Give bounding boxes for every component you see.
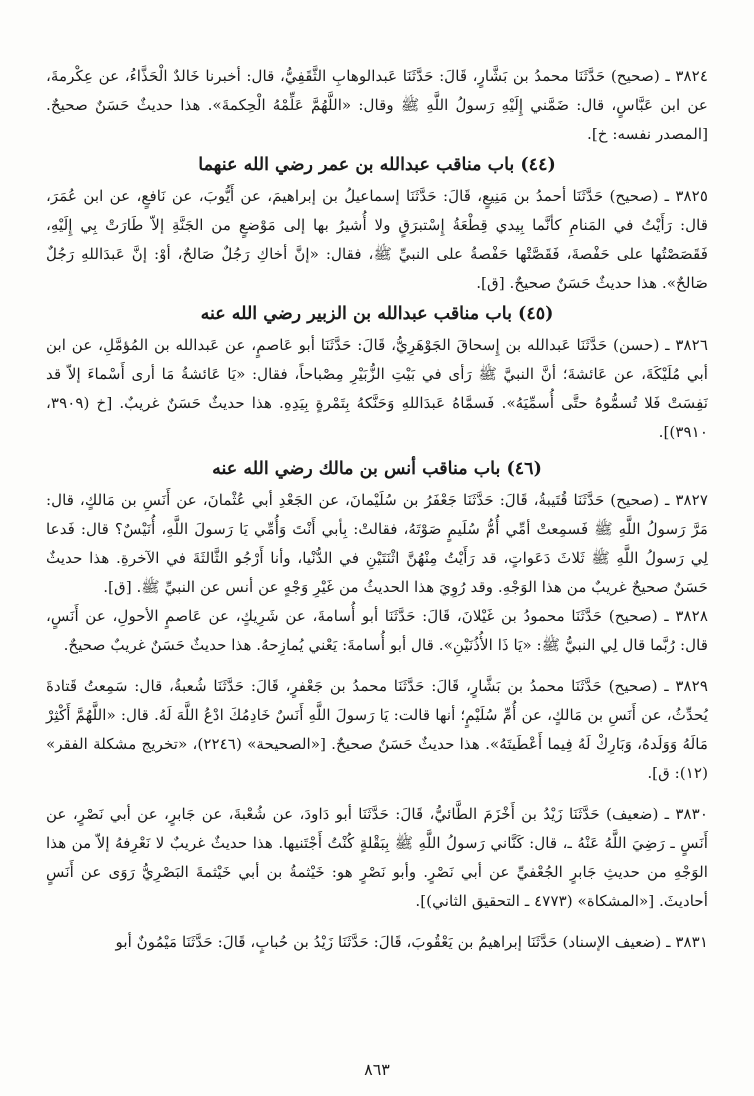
- hadith-paragraph: ٣٨٣٠ ـ (ضعيف) حَدَّثَنَا زَيْدُ بن أَخْزَمَ الطَّائيُّ، قَالَ: حَدَّثَنَا أبو دَاودَ، عن شُعْبةَ، عن جَابرٍ، عن أبي نَصْرٍ، عن أَنَسٍ ـ رَضِيَ اللَّهُ عَنْهُ ـ، قال: كَنَّاني رَسولُ اللَّهِ ﷺ بِبَقْلةٍ كُنْتُ أَجْتَنيها. هذا حديثٌ غريبٌ لا نَعْرِفهُ إلاّ من هذا الوَجْهِ من حديثِ جَابرٍ الجُعْفيِّ عن أبي نَصْرٍ. وأبو نَصْرٍ هو: خَيْثمةُ بن أبي خَيْثمةَ البَصْرِيُّ رَوَى عن أَنَسٍ أحاديثَ. [«المشكاة» (٤٧٧٣ ـ التحقيق الثاني)].: [46, 805, 708, 910]
- hadith-paragraph: ٣٨٢٥ ـ (صحيح) حَدَّثَنَا أحمدُ بن مَنِيعٍ، قَالَ: حَدَّثَنَا إسماعيلُ بن إبراهيمَ، عن أَيُّوبَ، عن نَافعٍ، عن ابن عُمَرَ، قال: رَأَيْتُ في المَنامِ كأنَّما بِيدي قِطْعَةُ إِسْتبرَقٍ ولا أُشيرُ بها إلى مَوْضعٍ من الجَنَّةِ إلاّ طَارَتْ بِي إِلَيْهِ، فَقَصَصْتُها على حَفْصةَ، فَقَصَّتْها حَفْصةُ على النبيِّ ﷺ، فقال: «إنَّ أخاكِ رَجُلٌ صَالحٌ، أوْ: إنَّ عَبدَاللهِ رَجُلٌ صَالحٌ». هذا حديثٌ حَسَنٌ صحيحٌ. [ق].: [46, 187, 708, 292]
- hadith-paragraph: ٣٨٢٩ ـ (صحيح) حَدَّثَنَا محمدُ بن بَشَّارٍ، قَالَ: حَدَّثَنَا محمدُ بن جَعْفرٍ، قَالَ: حَدَّثَنَا شُعبةُ، قال: سَمِعتُ قَتادةَ يُحدِّثُ، عن أَنَسِ بن مَالكٍ، عن أُمِّ سُلَيْمٍ؛ أنها قالت: يَا رَسولَ اللَّهِ أَنَسٌ خَادِمُكَ ادْعُ اللَّهَ لَهُ. قال: «اللَّهُمَّ أَكْثِرْ مَالَهُ وَوَلَدهُ، وَبَارِكْ لَهُ فِيما أَعْطَيتَهُ». هذا حديثٌ حَسَنٌ صحيحٌ. [«الصحيحة» (٢٢٤٦)، «تخريج مشكلة الفقر» (١٢): ق].: [46, 677, 708, 782]
- chapter-heading: (٤٤) باب مناقب عبدالله بن عمر رضي الله عنهما: [198, 155, 556, 175]
- paragraph-gap: [46, 660, 708, 672]
- hadith-paragraph: ٣٨٢٨ ـ (صحيح) حَدَّثَنَا محمودُ بن غَيْلانَ، قَالَ: حَدَّثَنَا أبو أُسامةَ، عن شَرِيكٍ، عن عَاصمٍ الأحولِ، عن أَنَسٍ، قال: رُبَّما قال لِي النبيُّ ﷺ: «يَا ذَا الأُذُنَيْنِ». قال أبو أُسامةَ: يَعْني يُمازِحهُ. هذا حديثٌ حَسَنٌ غريبٌ صحيحٌ.: [46, 607, 708, 654]
- hadith-paragraph: ٣٨٢٤ ـ (صحيح) حَدَّثَنَا محمدُ بن بَشَّارٍ، قَالَ: حَدَّثَنَا عَبدالوهابِ الثَّقَفِيُّ، قال: أخبرنا خَالدٌ الْحَذَّاءُ، عن عِكْرمةَ، عن ابن عَبَّاسٍ، قال: ضَمَّني إِلَيْهِ رَسولُ اللَّهِ ﷺ وقال: «اللَّهُمَّ عَلِّمْهُ الْحِكمةَ». هذا حديثٌ حَسَنٌ صحيحٌ. [المصدر نفسه: خ].: [46, 67, 708, 143]
- paragraph-gap: [46, 788, 708, 800]
- hadith-paragraph: ٣٨٣١ ـ (ضعيف الإسناد) حَدَّثَنَا إبراهيمُ بن يَعْقُوبَ، قَالَ: حَدَّثَنَا زَيْدُ بن حُبابٍ، قَالَ: حَدَّثَنَا مَيْمُونٌ أبو: [115, 933, 708, 951]
- chapter-heading: (٤٥) باب مناقب عبدالله بن الزبير رضي الله عنه: [200, 304, 554, 324]
- hadith-paragraph: ٣٨٢٦ ـ (حسن) حَدَّثَنَا عَبدالله بن إِسحاقَ الجَوْهَرِيُّ، قَالَ: حَدَّثَنَا أبو عَاصمٍ، عن عَبدالله بن المُؤمَّلِ، عن ابن أبي مُلَيْكَةَ، عن عَائشةَ؛ أنَّ النبيَّ ﷺ رَأى في بَيْتِ الزُّبَيْرِ مِصْباحاً، فقال: «يَا عَائشةُ مَا أرى أَسْماءَ إلاّ قد نَفِسَتْ فَلا تُسمُّوهُ حتَّى أُسمِّيَهُ». فَسمَّاهُ عَبدَاللهِ وَحَنَّكهُ بِتَمْرةٍ بِيَدِهِ. هذا حديثٌ حَسَنٌ غريبٌ. [خ (٣٩٠٩، ٣٩١٠)].: [46, 336, 708, 441]
- paragraph-gap: [46, 916, 708, 928]
- text-flow-bottom: [46, 453, 708, 957]
- text-flow-top: [46, 62, 708, 447]
- page-number: ٨٦٣: [364, 1060, 390, 1079]
- hadith-paragraph: ٣٨٢٧ ـ (صحيح) حَدَّثَنَا قُتَيبةُ، قَالَ: حَدَّثَنَا جَعْفَرُ بن سُلَيْمانَ، عن الجَعْدِ أبي عُثْمانَ، عن أَنَسِ بن مَالكٍ، قال: مَرَّ رَسولُ اللَّهِ ﷺ فَسمِعتْ أمِّي أُمُّ سُلَيمٍ صَوْتَهُ، فقالتْ: بِأبي أَنْتَ وَأُمِّي يَا رَسولَ اللَّهِ، أُنَيْسٌ؟ قال: فَدعا لِي رَسولُ اللَّهِ ﷺ ثَلاثَ دَعَواتٍ، قد رَأَيْتُ مِنْهُنَّ اثْنَتَيْنِ في الدُّنْيا، وأنا أَرْجُو الثَّالثَةَ في الآخرةِ. هذا حديثٌ حَسَنٌ صحيحٌ غريبٌ من هذا الوَجْهِ. وقد رُوِيَ هذا الحديثُ من غَيْرِ وَجْهٍ عن أنس عن النبيِّ ﷺ. [ق].: [46, 491, 708, 596]
- chapter-heading: (٤٦) باب مناقب أنس بن مالك رضي الله عنه: [212, 459, 542, 479]
